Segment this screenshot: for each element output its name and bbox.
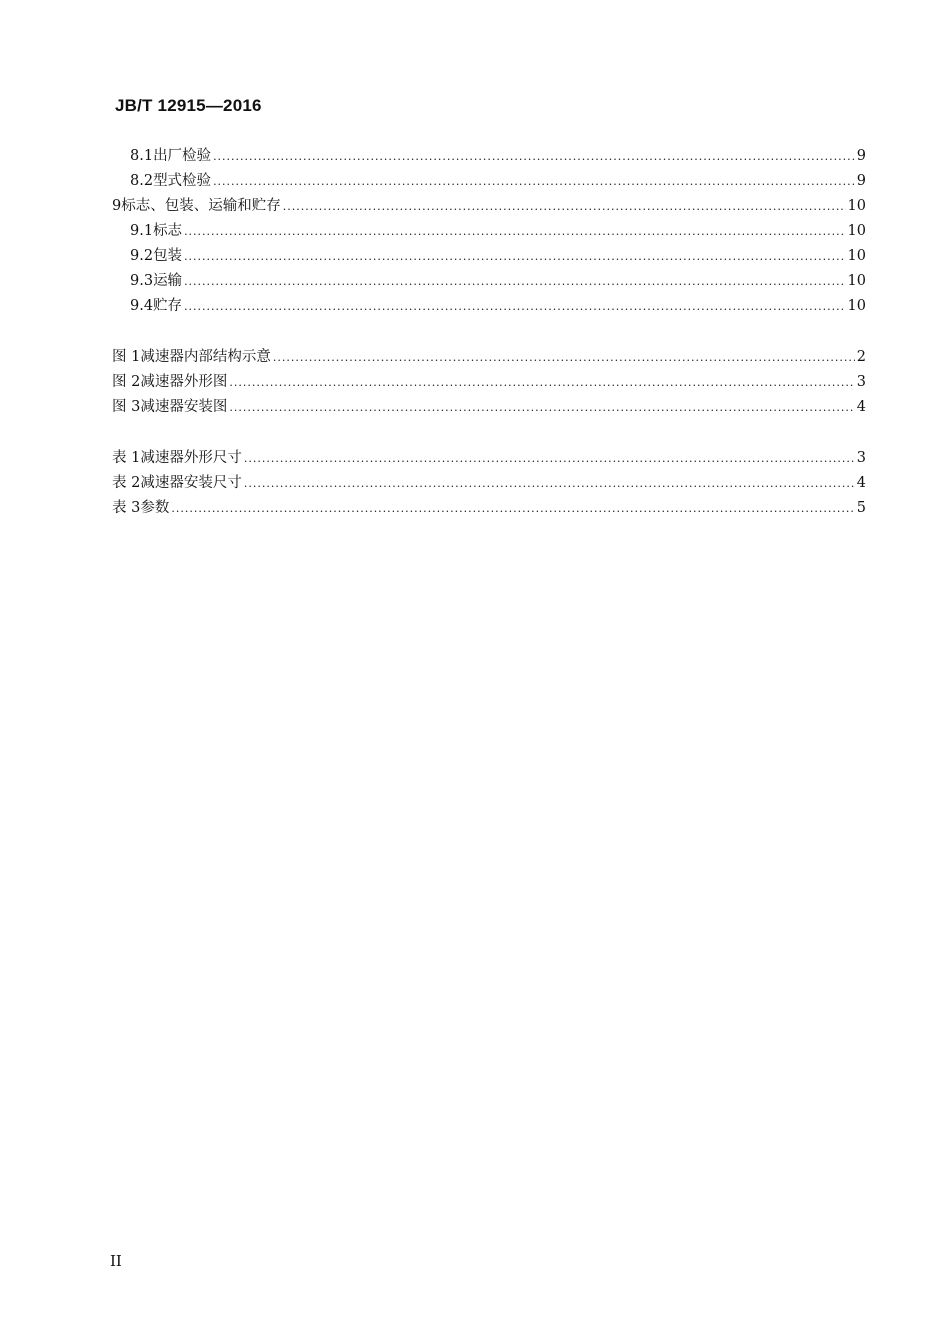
toc-entry-page: 10 xyxy=(847,248,866,264)
figure-entry-1[interactable] xyxy=(112,346,866,368)
toc-entry-title: 标志 xyxy=(153,223,183,239)
leader-dots xyxy=(184,296,845,318)
table-entry-number: 表 1 xyxy=(112,450,141,466)
toc-entry-title: 包装 xyxy=(153,248,183,264)
toc-entry-number: 9.3 xyxy=(130,273,154,289)
toc-entry-number: 9.2 xyxy=(130,248,154,264)
toc-entry-title: 标志、包装、运输和贮存 xyxy=(121,198,281,214)
leader-dots xyxy=(273,347,855,369)
figure-entry-page: 2 xyxy=(856,349,866,365)
toc-entry-title: 出厂检验 xyxy=(153,148,212,164)
table-entry-number: 表 2 xyxy=(112,475,141,491)
leader-dots xyxy=(229,397,854,419)
leader-dots xyxy=(213,171,855,193)
table-entry-2[interactable] xyxy=(112,472,866,494)
figure-entry-page: 3 xyxy=(856,374,866,390)
figure-entry-3[interactable] xyxy=(112,396,866,418)
toc-entry-title: 运输 xyxy=(153,273,183,289)
toc-entry-page: 10 xyxy=(847,273,866,289)
figure-entry-number: 图 1 xyxy=(112,349,141,365)
toc-entry-page: 10 xyxy=(847,298,866,314)
toc-entry-page: 10 xyxy=(847,198,866,214)
toc-entry-page: 10 xyxy=(847,223,866,239)
leader-dots xyxy=(244,448,855,470)
toc-entry-9-2[interactable] xyxy=(130,245,866,267)
figure-entry-title: 减速器内部结构示意 xyxy=(140,349,271,365)
toc-entry-9[interactable] xyxy=(112,195,866,217)
toc-entry-number: 8.1 xyxy=(130,148,154,164)
toc-entry-number: 8.2 xyxy=(130,173,154,189)
table-entry-page: 5 xyxy=(856,500,866,516)
table-entry-page: 4 xyxy=(856,475,866,491)
figure-entry-page: 4 xyxy=(856,399,866,415)
table-entry-1[interactable] xyxy=(112,447,866,469)
figure-entry-title: 减速器外形图 xyxy=(140,374,228,390)
leader-dots xyxy=(184,246,845,268)
leader-dots xyxy=(171,498,854,520)
toc-entry-number: 9.1 xyxy=(130,223,154,239)
table-entry-title: 减速器外形尺寸 xyxy=(140,450,242,466)
leader-dots xyxy=(184,221,845,243)
figure-entry-number: 图 3 xyxy=(112,399,141,415)
document-code: JB/T 12915—2016 xyxy=(115,96,262,115)
toc-entry-9-1[interactable] xyxy=(130,220,866,242)
table-entry-3[interactable] xyxy=(112,497,866,519)
toc-entry-8-1[interactable] xyxy=(130,145,866,167)
table-entry-page: 3 xyxy=(856,450,866,466)
toc-entry-page: 9 xyxy=(856,148,866,164)
toc-entry-number: 9 xyxy=(112,198,122,214)
toc-entry-9-3[interactable] xyxy=(130,270,866,292)
table-entry-title: 减速器安装尺寸 xyxy=(140,475,242,491)
page-number: II xyxy=(110,1252,122,1270)
table-entry-number: 表 3 xyxy=(112,500,141,516)
toc-entry-title: 型式检验 xyxy=(153,173,212,189)
table-entry-title: 参数 xyxy=(140,500,170,516)
figure-entry-title: 减速器安装图 xyxy=(140,399,228,415)
leader-dots xyxy=(283,196,846,218)
figure-entry-number: 图 2 xyxy=(112,374,141,390)
toc-entry-page: 9 xyxy=(856,173,866,189)
toc-entry-number: 9.4 xyxy=(130,298,154,314)
leader-dots xyxy=(184,271,845,293)
leader-dots xyxy=(213,146,855,168)
leader-dots xyxy=(229,372,854,394)
toc-entry-title: 贮存 xyxy=(153,298,183,314)
leader-dots xyxy=(244,473,855,495)
toc-entry-9-4[interactable] xyxy=(130,295,866,317)
toc-entry-8-2[interactable] xyxy=(130,170,866,192)
figure-entry-2[interactable] xyxy=(112,371,866,393)
